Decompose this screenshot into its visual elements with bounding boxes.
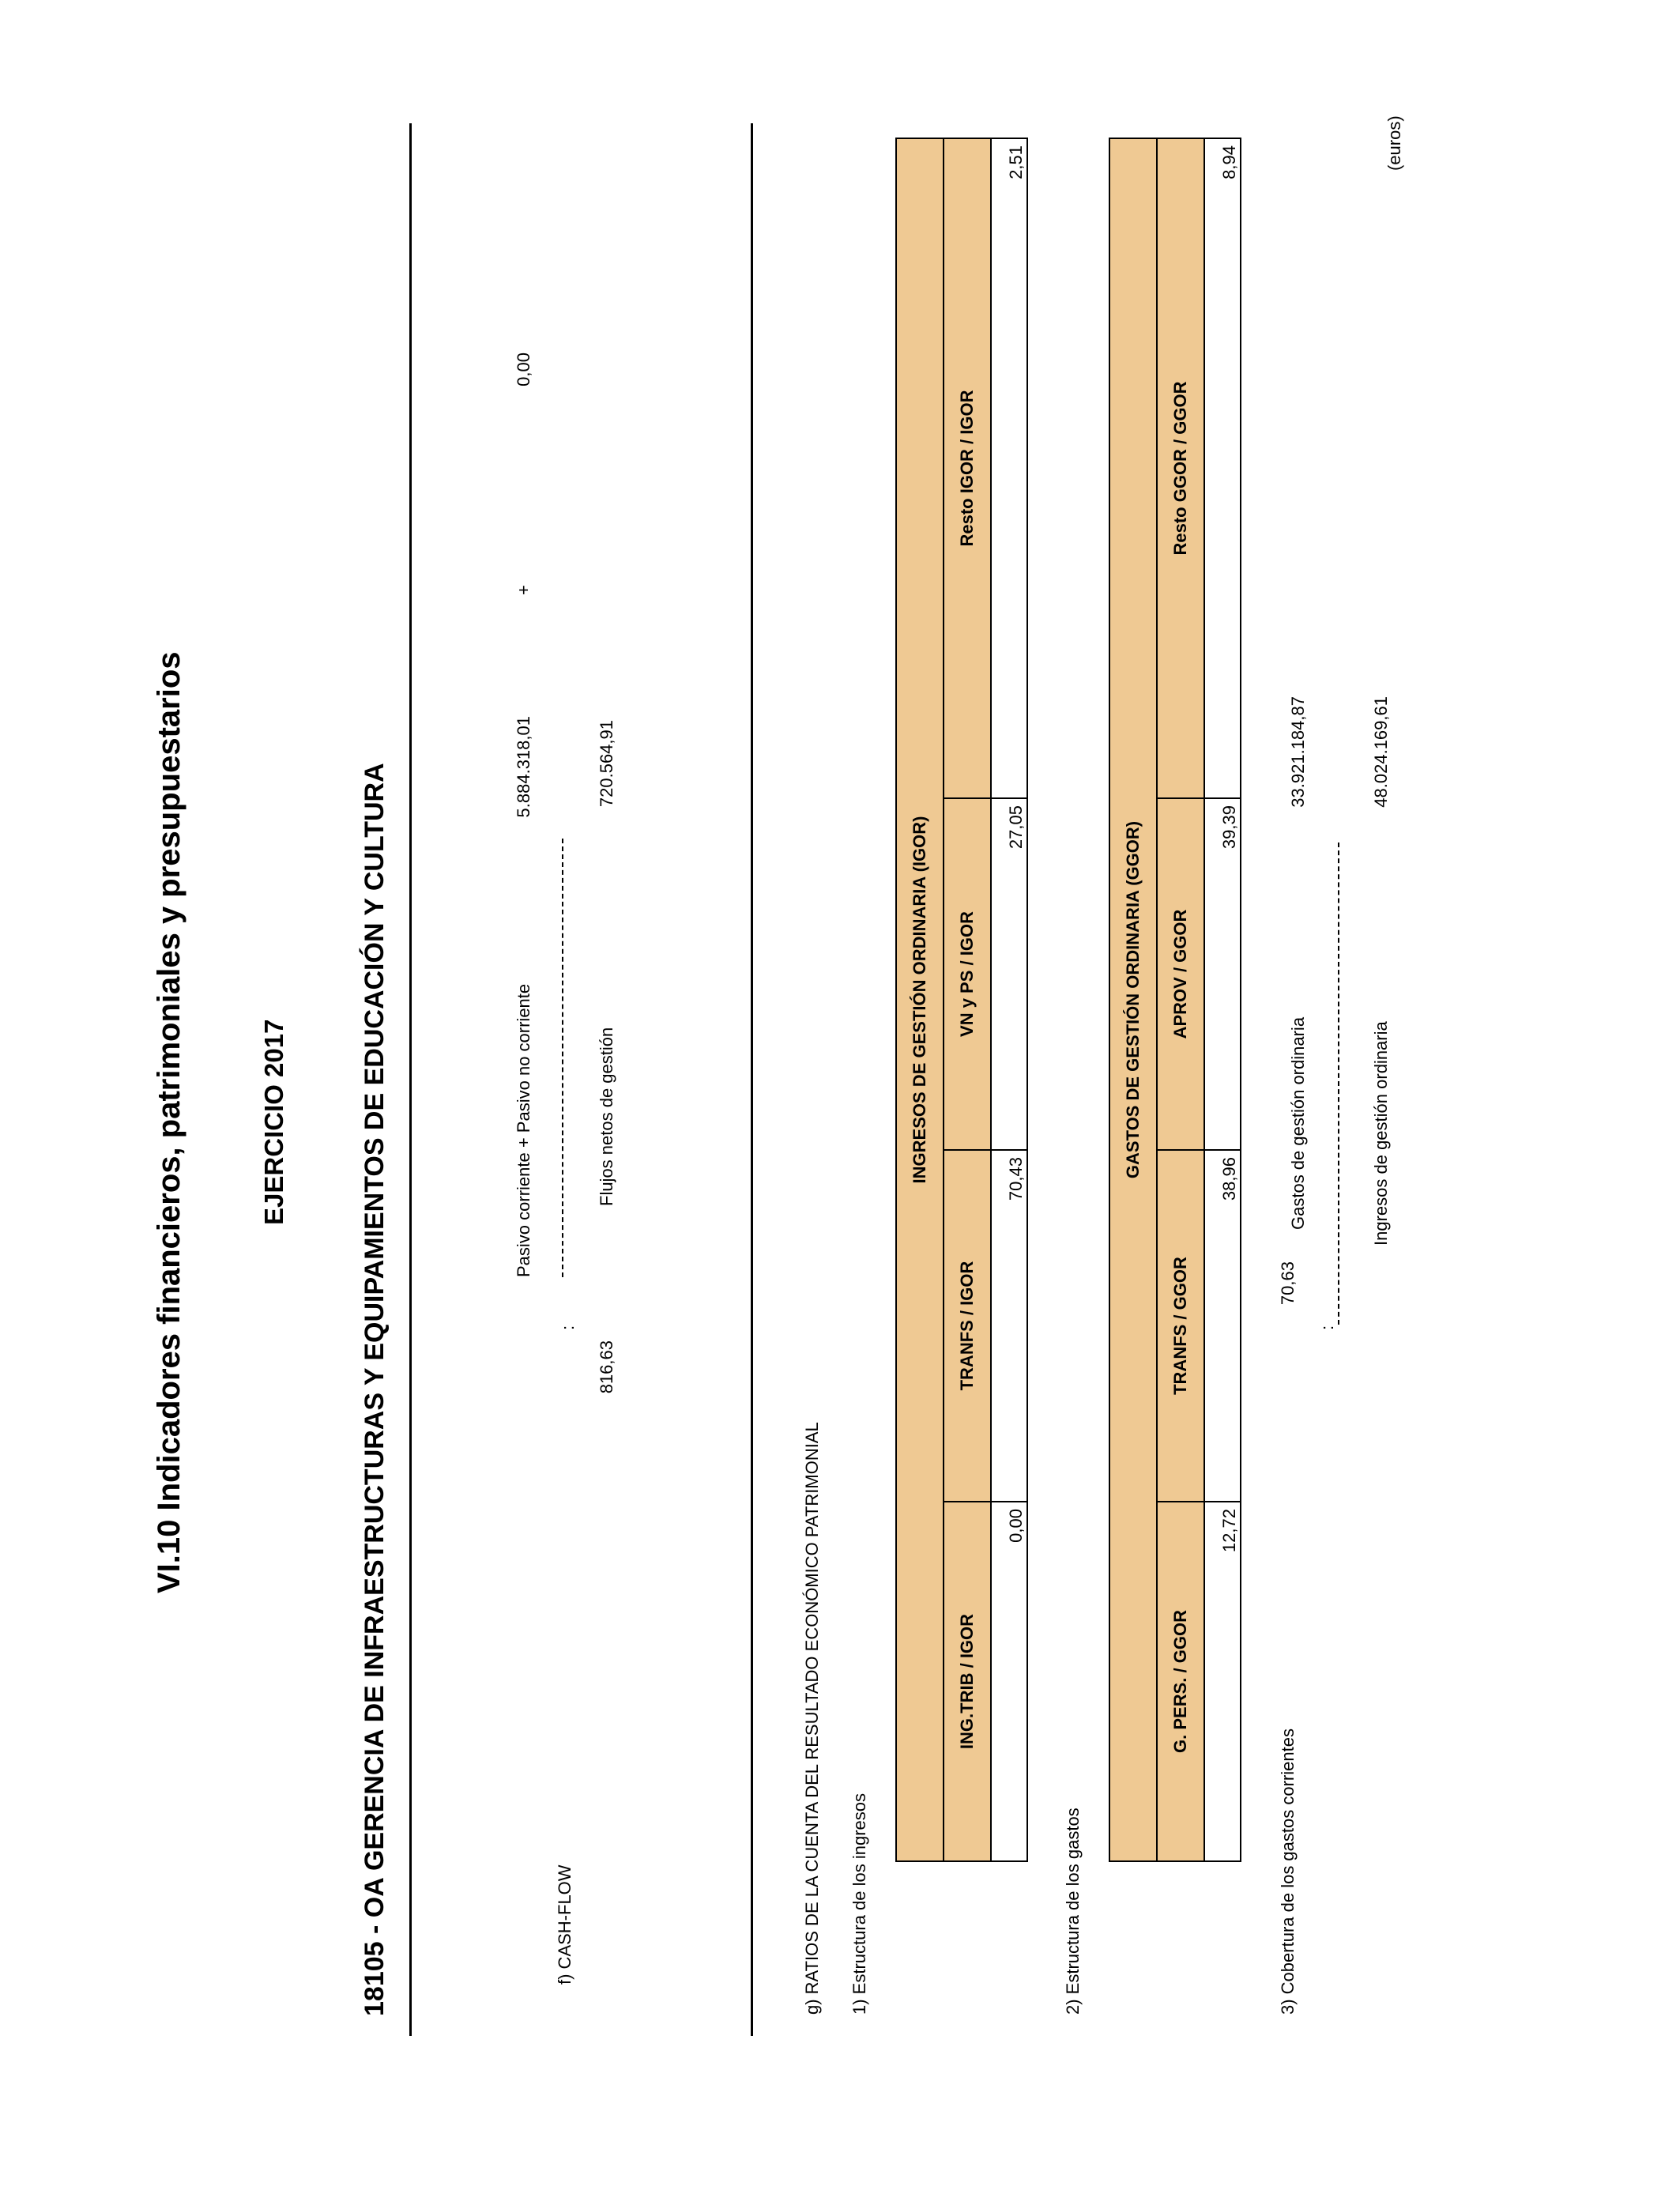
top-rule bbox=[409, 123, 412, 2036]
ratios-heading: g) RATIOS DE LA CUENTA DEL RESULTADO ECONÓMICO PATRIMONIAL bbox=[802, 1422, 822, 2015]
gastos-value-resto: 8,94 bbox=[1204, 138, 1241, 798]
cobertura-colon: : bbox=[1317, 1325, 1337, 1330]
cash-flow-label: f) CASH-FLOW bbox=[555, 1864, 574, 1985]
gastos-col-g-pers: G. PERS. / GGOR bbox=[1157, 1502, 1204, 1861]
gastos-col-aprov: APROV / GGOR bbox=[1157, 798, 1204, 1150]
cobertura-numerator-value: 33.921.184,87 bbox=[1288, 696, 1308, 808]
cobertura-value: 70,63 bbox=[1278, 1261, 1298, 1306]
cash-flow-value: 816,63 bbox=[597, 1340, 616, 1394]
ingresos-value-resto: 2,51 bbox=[991, 138, 1027, 798]
ingresos-label: 1) Estructura de los ingresos bbox=[849, 1793, 869, 2015]
section-rule bbox=[751, 123, 753, 2036]
gastos-value-tranfs: 38,96 bbox=[1204, 1150, 1241, 1502]
ingresos-value-tranfs: 70,43 bbox=[991, 1150, 1027, 1502]
cobertura-numerator-label: Gastos de gestión ordinaria bbox=[1288, 1016, 1308, 1230]
gastos-col-resto: Resto GGOR / GGOR bbox=[1157, 138, 1204, 798]
ingresos-table bbox=[895, 138, 1028, 1862]
ingresos-group-header: INGRESOS DE GESTIÓN ORDINARIA (IGOR) bbox=[896, 138, 944, 1861]
cash-flow-colon: : bbox=[558, 1325, 578, 1330]
ingresos-col-tranfs: TRANFS / IGOR bbox=[944, 1150, 991, 1502]
gastos-group-header: GASTOS DE GESTIÓN ORDINARIA (GGOR) bbox=[1109, 138, 1157, 1861]
units-label: (euros) bbox=[1384, 115, 1404, 171]
cash-flow-denominator-label: Flujos netos de gestión bbox=[597, 1027, 616, 1206]
cobertura-denominator-label: Ingresos de gestión ordinaria bbox=[1371, 1021, 1391, 1246]
ingresos-col-ing-trib: ING.TRIB / IGOR bbox=[944, 1502, 991, 1861]
ingresos-col-resto: Resto IGOR / IGOR bbox=[944, 138, 991, 798]
report-title: VI.10 Indicadores financieros, patrimoniales y presupuestarios bbox=[152, 651, 186, 1593]
gastos-value-aprov: 39,39 bbox=[1204, 798, 1241, 1150]
cash-flow-fraction-line bbox=[562, 839, 563, 1277]
cobertura-fraction-line bbox=[1338, 843, 1339, 1325]
gastos-col-tranfs: TRANFS / GGOR bbox=[1157, 1150, 1204, 1502]
gastos-label: 2) Estructura de los gastos bbox=[1063, 1808, 1083, 2015]
ingresos-value-vn-ps: 27,05 bbox=[991, 798, 1027, 1150]
cobertura-label: 3) Cobertura de los gastos corrientes bbox=[1278, 1728, 1298, 2015]
exercise-year: EJERCICIO 2017 bbox=[259, 1019, 288, 1225]
cash-flow-numerator-value-2: 0,00 bbox=[514, 352, 533, 386]
gastos-table bbox=[1109, 138, 1241, 1862]
cash-flow-denominator-value: 720.564,91 bbox=[597, 720, 616, 808]
cash-flow-numerator-value-1: 5.884.318,01 bbox=[514, 716, 533, 818]
cobertura-denominator-value: 48.024.169,61 bbox=[1371, 696, 1391, 808]
cash-flow-plus: + bbox=[514, 585, 533, 595]
ingresos-col-vn-ps: VN y PS / IGOR bbox=[944, 798, 991, 1150]
entity-name: 18105 - OA GERENCIA DE INFRAESTRUCTURAS Y EQUIPAMIENTOS DE EDUCACIÓN Y CULTURA bbox=[360, 763, 390, 2016]
cash-flow-numerator-label: Pasivo corriente + Pasivo no corriente bbox=[514, 983, 533, 1277]
gastos-value-g-pers: 12,72 bbox=[1204, 1502, 1241, 1861]
ingresos-value-ing-trib: 0,00 bbox=[991, 1502, 1027, 1861]
